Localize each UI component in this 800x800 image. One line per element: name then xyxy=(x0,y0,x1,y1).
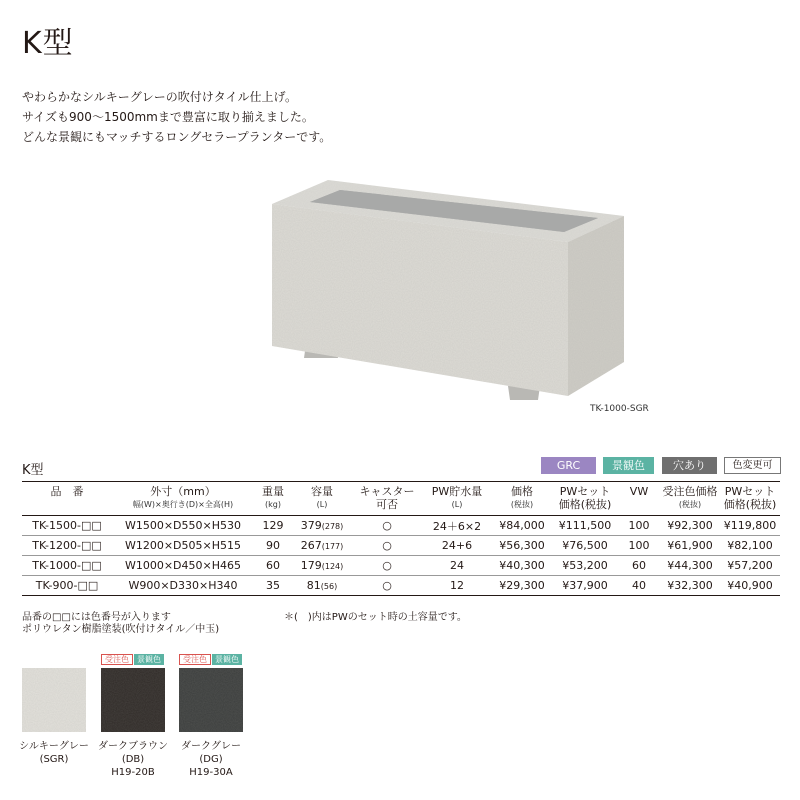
header-pw-price: PWセット 価格(税抜) xyxy=(552,482,618,516)
color-change-tag: 色変更可 xyxy=(724,457,781,474)
landscape-color-tag: 景観色 xyxy=(603,457,654,474)
cell-pw-price: ¥111,500 xyxy=(552,516,618,536)
swatch-dark-brown xyxy=(101,668,165,732)
cell-pw-water: 24 xyxy=(422,556,492,576)
cell-pw-water: 12 xyxy=(422,576,492,596)
description-line-1: やわらかなシルキーグレーの吹付けタイル仕上げ。 xyxy=(22,90,297,104)
cell-order-price: ¥32,300 xyxy=(660,576,720,596)
photo-caption: TK-1000-SGR xyxy=(590,404,649,414)
cell-price: ¥84,000 xyxy=(492,516,552,536)
header-size: 外寸（mm） 幅(W)×奥行き(D)×全高(H) xyxy=(112,482,254,516)
cell-size: W900×D330×H340 xyxy=(112,576,254,596)
cell-pw-price: ¥37,900 xyxy=(552,576,618,596)
cell-vw: 40 xyxy=(618,576,660,596)
table-row xyxy=(22,576,780,596)
table-row xyxy=(22,536,780,556)
spec-table xyxy=(22,481,780,596)
cell-vw: 60 xyxy=(618,556,660,576)
table-title: K型 xyxy=(22,463,44,478)
page-title: K型 xyxy=(22,26,74,61)
landscape-color-mini-tag: 景観色 xyxy=(212,654,242,665)
header-price: 価格 (税抜) xyxy=(492,482,552,516)
header-capacity: 容量 (L) xyxy=(292,482,352,516)
table-header-row xyxy=(22,482,780,516)
cell-capacity: 267(177) xyxy=(292,536,352,556)
drain-hole-tag: 穴あり xyxy=(662,457,717,474)
cell-order-price: ¥92,300 xyxy=(660,516,720,536)
cell-capacity: 179(124) xyxy=(292,556,352,576)
cell-size: W1200×D505×H515 xyxy=(112,536,254,556)
cell-code: TK-1000-□□ xyxy=(22,556,112,576)
cell-vw: 100 xyxy=(618,516,660,536)
header-weight: 重量 (kg) xyxy=(254,482,292,516)
description-line-2: サイズも900～1500mmまで豊富に取り揃えました。 xyxy=(22,110,314,124)
swatch-dark-gray xyxy=(179,668,243,732)
cell-price: ¥56,300 xyxy=(492,536,552,556)
cell-capacity: 379(278) xyxy=(292,516,352,536)
landscape-color-mini-tag: 景観色 xyxy=(134,654,164,665)
header-vw: VW xyxy=(618,482,660,516)
order-color-tag: 受注色 xyxy=(179,654,211,665)
cell-weight: 90 xyxy=(254,536,292,556)
order-color-tag: 受注色 xyxy=(101,654,133,665)
cell-size: W1000×D450×H465 xyxy=(112,556,254,576)
cell-weight: 60 xyxy=(254,556,292,576)
cell-weight: 35 xyxy=(254,576,292,596)
header-pw-water: PW貯水量 (L) xyxy=(422,482,492,516)
cell-pw-water: 24+6 xyxy=(422,536,492,556)
description-line-3: どんな景観にもマッチするロングセラープランターです。 xyxy=(22,130,332,144)
cell-pw-price: ¥76,500 xyxy=(552,536,618,556)
cell-order-pw-price: ¥40,900 xyxy=(720,576,780,596)
table-row xyxy=(22,516,780,536)
cell-code: TK-1200-□□ xyxy=(22,536,112,556)
cell-order-pw-price: ¥57,200 xyxy=(720,556,780,576)
cell-pw-price: ¥53,200 xyxy=(552,556,618,576)
note-coating: ポリウレタン樹脂塗装(吹付けタイル／中玉) xyxy=(22,624,220,635)
cell-caster: ○ xyxy=(352,576,422,596)
cell-caster: ○ xyxy=(352,516,422,536)
header-code: 品 番 xyxy=(22,482,112,516)
cell-price: ¥40,300 xyxy=(492,556,552,576)
cell-order-pw-price: ¥82,100 xyxy=(720,536,780,556)
cell-caster: ○ xyxy=(352,556,422,576)
planter-photo xyxy=(268,176,628,406)
note-color-code: 品番の□□には色番号が入ります xyxy=(22,612,171,623)
cell-code: TK-900-□□ xyxy=(22,576,112,596)
cell-capacity: 81(56) xyxy=(292,576,352,596)
cell-pw-water: 24＋6×2 xyxy=(422,516,492,536)
swatch-label-silky-gray: シルキーグレー (SGR) xyxy=(19,741,89,765)
cell-order-price: ¥61,900 xyxy=(660,536,720,556)
header-order-pw-price: PWセット 価格(税抜) xyxy=(720,482,780,516)
header-caster: キャスター 可否 xyxy=(352,482,422,516)
cell-caster: ○ xyxy=(352,536,422,556)
header-order-price: 受注色価格 (税抜) xyxy=(660,482,720,516)
cell-vw: 100 xyxy=(618,536,660,556)
table-row xyxy=(22,556,780,576)
cell-code: TK-1500-□□ xyxy=(22,516,112,536)
cell-order-pw-price: ¥119,800 xyxy=(720,516,780,536)
swatch-label-dark-brown: ダークブラウン (DB) H19-20B xyxy=(98,741,168,778)
cell-order-price: ¥44,300 xyxy=(660,556,720,576)
swatch-label-dark-gray: ダークグレー (DG) H19-30A xyxy=(181,741,241,778)
note-pw-capacity: ＊( )内はPWのセット時の土容量です。 xyxy=(284,612,467,623)
cell-size: W1500×D550×H530 xyxy=(112,516,254,536)
cell-weight: 129 xyxy=(254,516,292,536)
swatch-silky-gray xyxy=(22,668,86,732)
grc-tag: GRC xyxy=(541,457,596,474)
cell-price: ¥29,300 xyxy=(492,576,552,596)
